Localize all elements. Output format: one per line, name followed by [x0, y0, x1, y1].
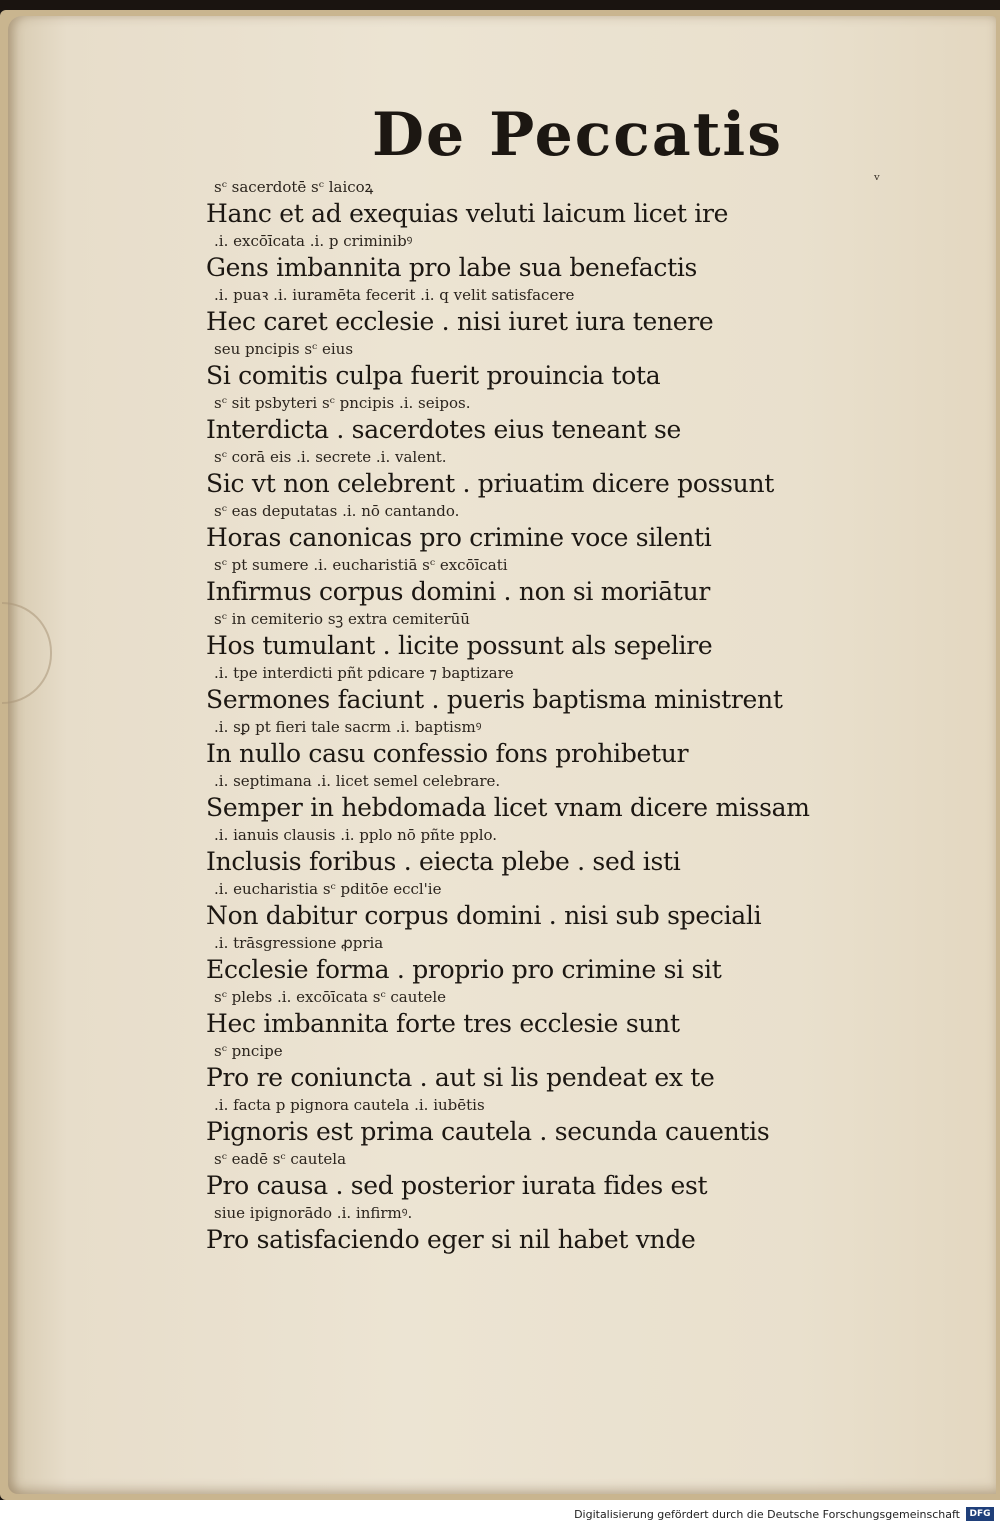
interlinear-gloss: sᶜ sit psbyteri sᶜ pncipis .i. seipos.: [214, 394, 471, 412]
interlinear-gloss: .i. excōīcata .i. p criminibꝰ: [214, 232, 413, 250]
interlinear-gloss: .i. sꝑ pt fieri tale sacrm .i. baptismꝰ: [214, 718, 482, 736]
verse-line: Pro satisfaciendo eger si nil habet vnde: [206, 1225, 696, 1254]
interlinear-gloss: siue ipignorādo .i. infirmꝰ.: [214, 1204, 413, 1222]
verse-line: Sic vt non celebrent . priuatim dicere possunt: [206, 469, 775, 498]
verse-line: Infirmus corpus domini . non si moriātur: [206, 577, 711, 606]
interlinear-gloss: sᶜ eas deputatas .i. nō cantando.: [214, 502, 460, 520]
verse-line: Hos tumulant . licite possunt als sepelire: [206, 631, 713, 660]
verse-line: Hanc et ad exequias veluti laicum licet ire: [206, 199, 729, 228]
footer-credit: Digitalisierung gefördert durch die Deutsche Forschungsgemeinschaft: [574, 1508, 960, 1521]
verse-line: Hec caret ecclesie . nisi iuret iura tenere: [206, 307, 714, 336]
interlinear-gloss: sᶜ corā eis .i. secrete .i. valent.: [214, 448, 447, 466]
verse-line: Pro causa . sed posterior iurata fides est: [206, 1171, 708, 1200]
verse-text-block: [206, 176, 810, 1256]
interlinear-gloss: .i. septimana .i. licet semel celebrare.: [214, 772, 501, 790]
verse-line: Si comitis culpa fuerit prouincia tota: [206, 361, 661, 390]
dfg-logo: DFG: [966, 1507, 994, 1521]
interlinear-gloss: sᶜ pt sumere .i. eucharistiā sᶜ excōīcati: [214, 556, 508, 574]
interlinear-gloss: sᶜ eadē sᶜ cautela: [214, 1150, 347, 1168]
verse-line: In nullo casu confessio fons prohibetur: [206, 739, 689, 768]
interlinear-gloss: sᶜ pncipe: [214, 1042, 283, 1060]
verse-line: Semper in hebdomada licet vnam dicere missam: [206, 793, 810, 822]
verse-line: Pignoris est prima cautela . secunda cauentis: [206, 1117, 770, 1146]
interlinear-gloss: .i. eucharistia sᶜ pditōe eccl'ie: [214, 880, 442, 898]
verse-line: Interdicta . sacerdotes eius teneant se: [206, 415, 682, 444]
verse-line: Non dabitur corpus domini . nisi sub speciali: [206, 901, 762, 930]
corner-mark: ᵛ: [874, 170, 880, 189]
digitization-footer: [0, 1500, 1000, 1528]
interlinear-gloss: .i. trāsgressione ꝓpria: [214, 934, 384, 952]
verse-line: Horas canonicas pro crimine voce silenti: [206, 523, 712, 552]
interlinear-gloss: .i. facta p pignora cautela .i. iubētis: [214, 1096, 485, 1114]
interlinear-gloss: .i. ianuis clausis .i. pplo nō pñte pplo.: [214, 826, 498, 844]
verse-line: Ecclesie forma . proprio pro crimine si sit: [206, 955, 722, 984]
verse-line: Hec imbannita forte tres ecclesie sunt: [206, 1009, 680, 1038]
page-heading: De Peccatis: [372, 100, 784, 170]
interlinear-gloss: sᶜ sacerdotē sᶜ laicoꝝ: [214, 178, 374, 196]
clasp-impression: [2, 602, 52, 704]
verse-line: Pro re coniuncta . aut si lis pendeat ex te: [206, 1063, 715, 1092]
interlinear-gloss: .i. tpe interdicti pñt pdicare ⁊ baptizare: [214, 664, 514, 682]
interlinear-gloss: seu pncipis sᶜ eius: [214, 340, 354, 358]
verse-line: Inclusis foribus . eiecta plebe . sed isti: [206, 847, 681, 876]
interlinear-gloss: sᶜ plebs .i. excōīcata sᶜ cautele: [214, 988, 446, 1006]
interlinear-gloss: sᶜ in cemiterio sꝫ extra cemiterūū: [214, 610, 470, 628]
verse-line: Gens imbannita pro labe sua benefactis: [206, 253, 698, 282]
interlinear-gloss: .i. puaꝛ .i. iuramēta fecerit .i. q velit satisfacere: [214, 286, 575, 304]
verse-line: Sermones faciunt . pueris baptisma ministrent: [206, 685, 783, 714]
